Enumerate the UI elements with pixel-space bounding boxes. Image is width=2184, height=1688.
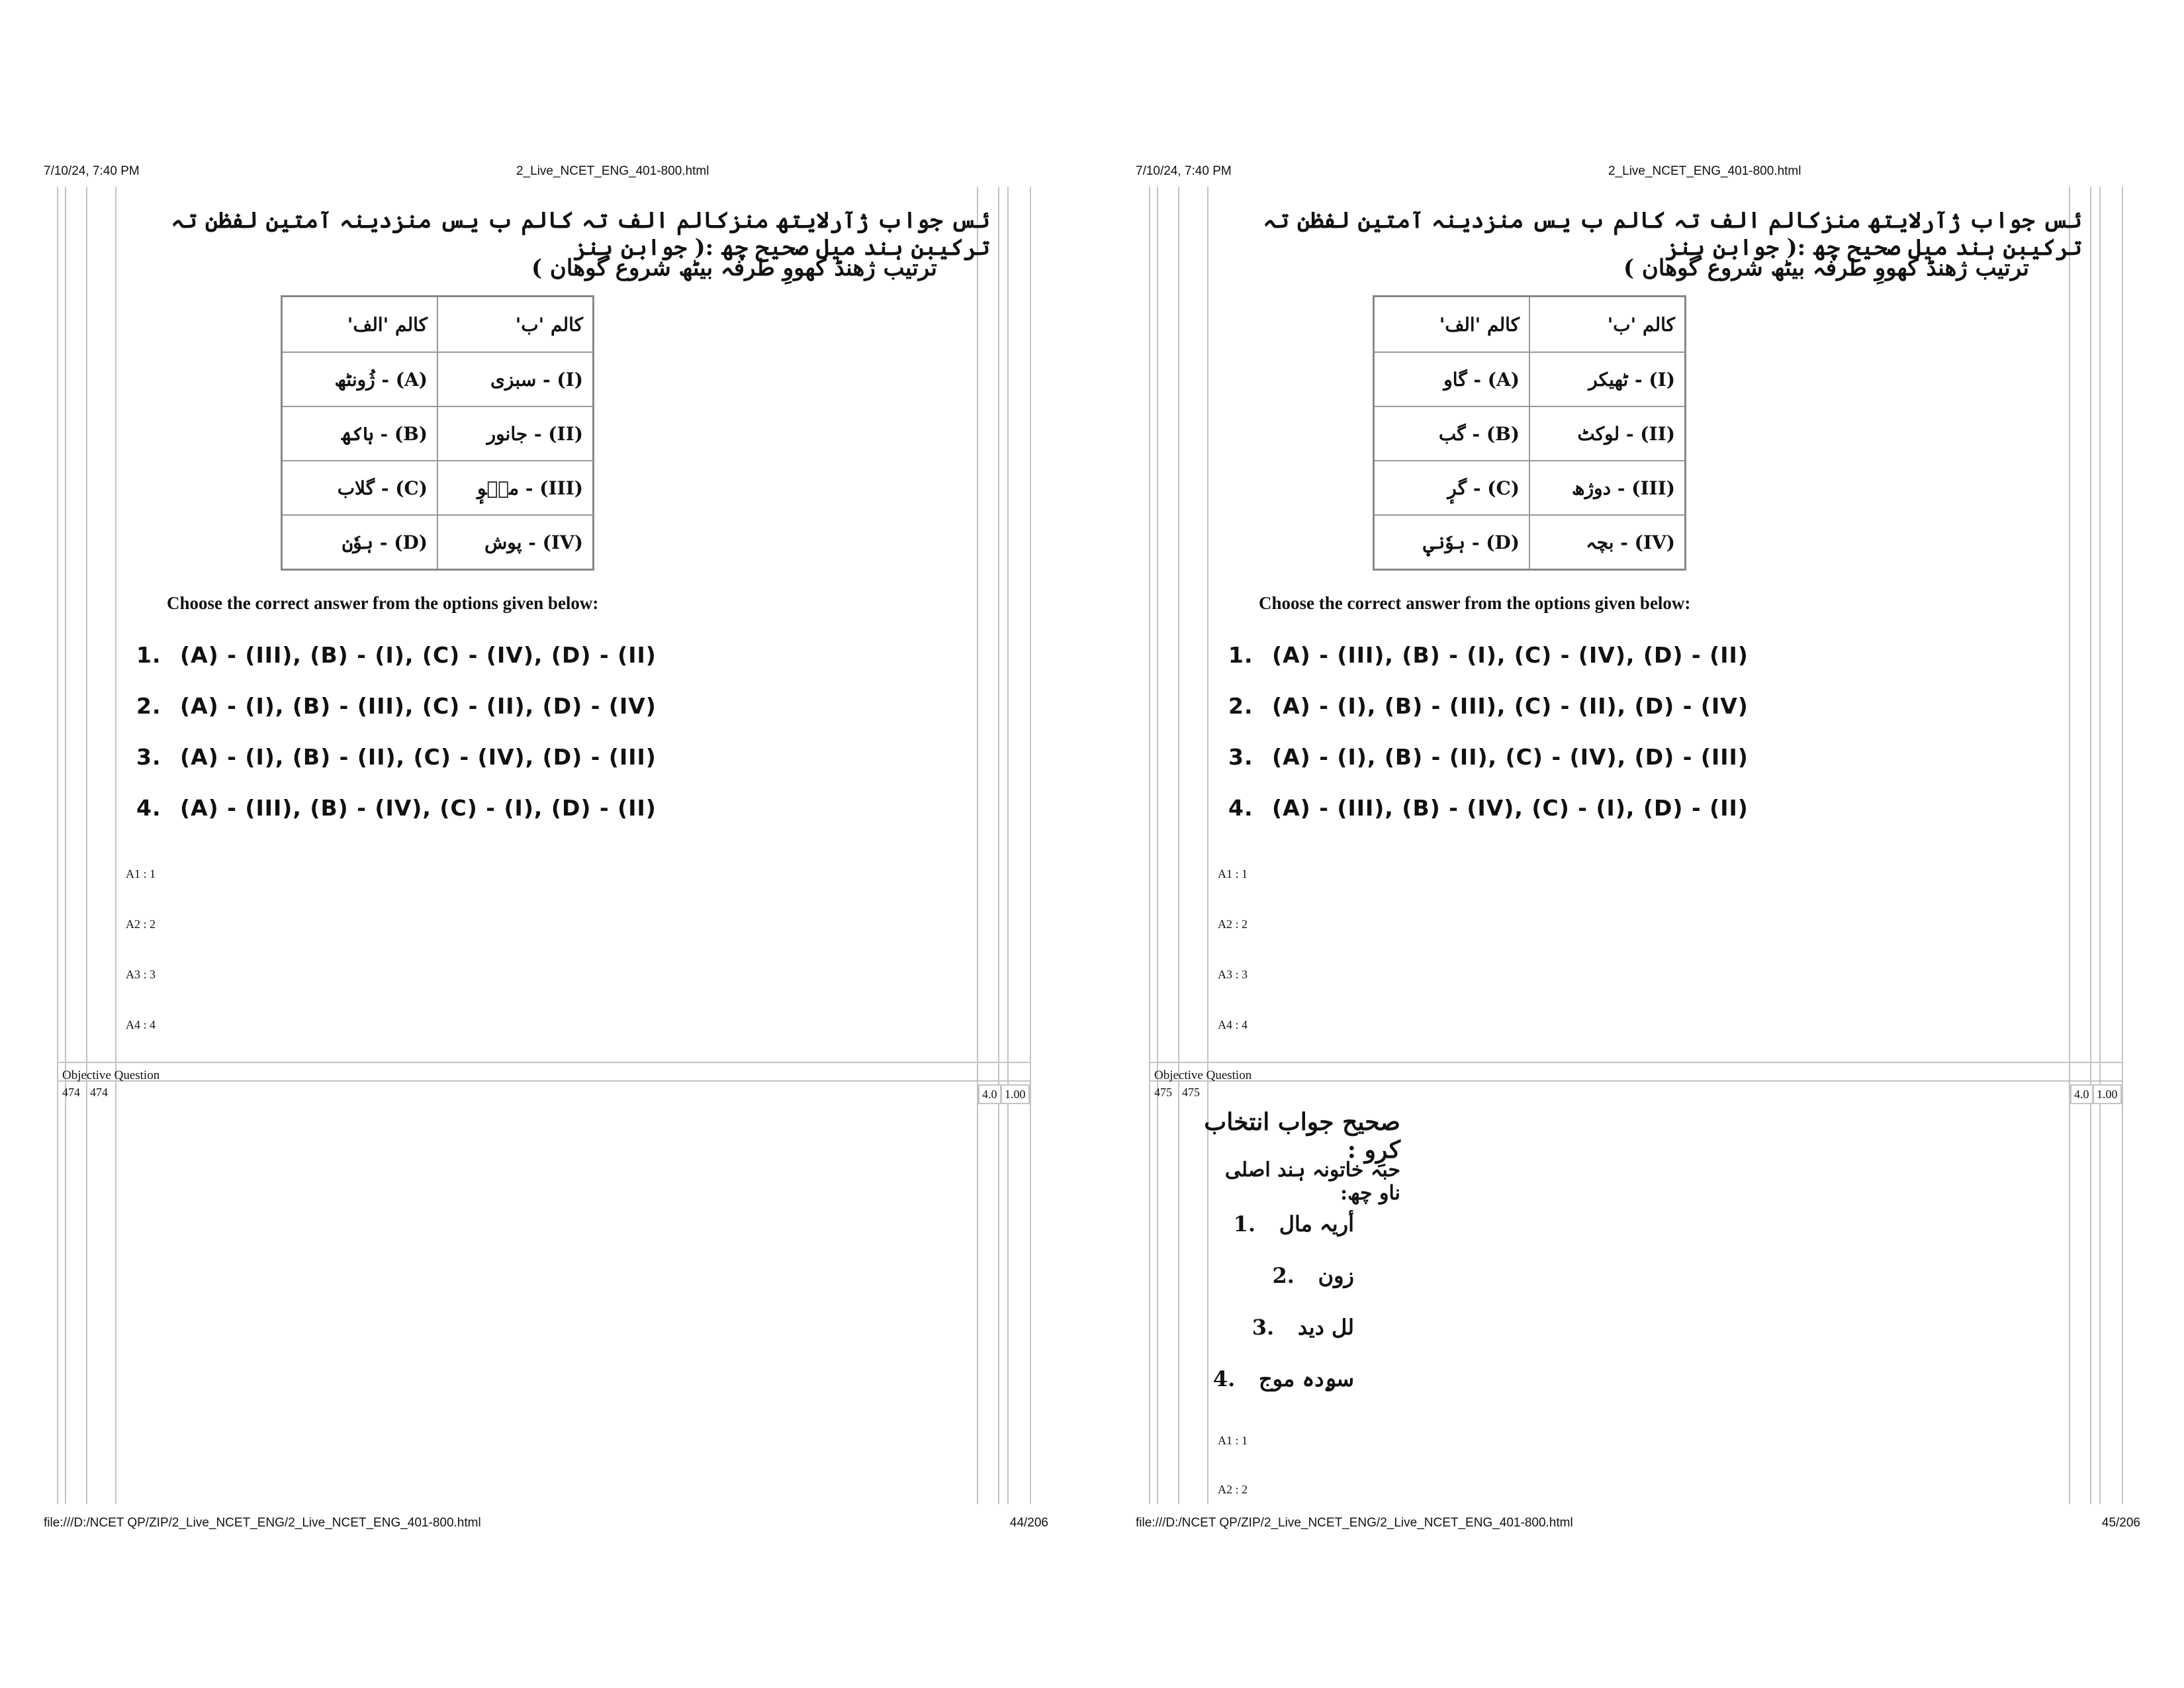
match-table: [281, 295, 594, 571]
option-1[interactable]: [1228, 642, 1749, 668]
answer-key-4: A4 : 4: [1218, 1018, 1248, 1031]
marks-cell: 4.0: [2070, 1084, 2093, 1104]
grid-line: [57, 187, 58, 1504]
footer-file-path: file:///D:/NCET QP/ZIP/2_Live_NCET_ENG/2_Live_NCET_ENG_401-800.html: [44, 1516, 481, 1530]
option-number: 1.: [1228, 642, 1253, 668]
grid-line: [57, 1080, 1031, 1082]
option-text: زون: [1318, 1263, 1354, 1288]
question-number: 475: [1154, 1086, 1172, 1099]
footer-file-path: file:///D:/NCET QP/ZIP/2_Live_NCET_ENG/2_Live_NCET_ENG_401-800.html: [1136, 1516, 1573, 1530]
column-b-header: کالم 'ب': [1529, 297, 1686, 353]
q475-option-2[interactable]: [1222, 1263, 1354, 1288]
q475-option-1[interactable]: [1222, 1211, 1354, 1237]
option-number: 2.: [1228, 693, 1253, 719]
grid-line: [1149, 1062, 2123, 1063]
column-b-cell: (I) - ٹھیکر: [1529, 352, 1686, 406]
q475-option-4[interactable]: [1212, 1366, 1354, 1391]
option-text: (A) - (III), (B) - (I), (C) - (IV), (D) - (II): [1272, 642, 1749, 668]
column-a-cell: (D) - ہوٗنؠ: [1374, 515, 1530, 570]
answer-key-2: A2 : 2: [1218, 917, 1248, 931]
printed-page-45: [1092, 0, 2184, 1688]
option-number: 4.: [136, 795, 161, 821]
option-3[interactable]: [1228, 744, 1749, 770]
marks-cell: 4.0: [978, 1084, 1001, 1104]
header-date: 7/10/24, 7:40 PM: [44, 164, 140, 178]
q475-prompt: حبہ خاتونہ ہند اصلی ناو چھ:: [1224, 1158, 1400, 1205]
column-a-cell: (A) - ژُونٹھ: [282, 352, 438, 406]
answer-key-1: A1 : 1: [1218, 1434, 1248, 1447]
option-number: 3.: [136, 744, 161, 770]
option-text: أریہ مال: [1279, 1211, 1354, 1237]
question-frame: [1149, 187, 2126, 1504]
grid-line: [65, 187, 66, 1504]
objective-question-label: Objective Question: [62, 1068, 160, 1082]
negative-marks-cell: 1.00: [1001, 1084, 1030, 1104]
table-row: [282, 406, 594, 461]
option-text: (A) - (I), (B) - (III), (C) - (II), (D) - (IV): [180, 693, 657, 719]
column-a-cell: (A) - گاو: [1374, 352, 1530, 406]
column-a-cell: (C) - گرٕ: [1374, 461, 1530, 515]
grid-line: [86, 187, 87, 1504]
grid-line: [1149, 1080, 2123, 1082]
column-b-cell: (IV) - بچہ: [1529, 515, 1686, 570]
grid-line: [1178, 187, 1179, 1504]
table-row: [282, 515, 594, 570]
option-3[interactable]: [136, 744, 657, 770]
column-b-cell: (II) - جانور: [437, 406, 594, 461]
grid-line: [115, 187, 116, 1504]
q475-option-3[interactable]: [1222, 1315, 1354, 1340]
answer-key-2: A2 : 2: [1218, 1483, 1248, 1496]
answer-key-3: A3 : 3: [1218, 968, 1248, 981]
option-number: 2.: [1272, 1263, 1295, 1288]
answer-key-3: A3 : 3: [126, 968, 156, 981]
column-b-cell: (III) - میٛوٕ: [437, 461, 594, 515]
option-text: (A) - (III), (B) - (I), (C) - (IV), (D) - (II): [180, 642, 657, 668]
negative-marks-cell: 1.00: [2093, 1084, 2122, 1104]
question-id: 474: [90, 1086, 108, 1099]
table-row: [1374, 352, 1686, 406]
instruction-text: Choose the correct answer from the options given below:: [167, 593, 599, 613]
question-text-line-1: ئس جواب ژآرلایتھ منزکالم الف تہ کالم ب یس منزدینہ آمتین لفظن تہ ترکیبن ہند میل صحیح چھ :( جوابن ہنز: [1263, 207, 2082, 261]
grid-line: [2090, 187, 2091, 1504]
question-frame: [57, 187, 1034, 1504]
instruction-text: Choose the correct answer from the options given below:: [1259, 593, 1691, 613]
option-text: (A) - (I), (B) - (II), (C) - (IV), (D) - (III): [1272, 744, 1749, 770]
column-a-header: کالم 'الف': [282, 297, 438, 353]
match-table-header-row: [282, 297, 594, 353]
column-b-cell: (III) - دوژھ: [1529, 461, 1686, 515]
column-b-header: کالم 'ب': [437, 297, 594, 353]
column-b-cell: (IV) - پوش: [437, 515, 594, 570]
option-number: 4.: [1228, 795, 1253, 821]
table-row: [1374, 406, 1686, 461]
option-number: 2.: [136, 693, 161, 719]
table-row: [1374, 515, 1686, 570]
option-text: لل دید: [1297, 1315, 1354, 1340]
q475-heading: صحیح جواب انتخاب کرِو :: [1204, 1108, 1400, 1164]
answer-key-1: A1 : 1: [126, 867, 156, 880]
grid-line: [1207, 187, 1208, 1504]
table-row: [1374, 461, 1686, 515]
grid-line: [1149, 187, 1150, 1504]
question-id: 475: [1182, 1086, 1200, 1099]
option-text: (A) - (I), (B) - (III), (C) - (II), (D) - (IV): [1272, 693, 1749, 719]
grid-line: [2122, 187, 2123, 1504]
column-a-cell: (D) - ہوٗن: [282, 515, 438, 570]
table-row: [282, 352, 594, 406]
header-date: 7/10/24, 7:40 PM: [1136, 164, 1232, 178]
match-table-header-row: [1374, 297, 1686, 353]
grid-line: [977, 187, 978, 1504]
header-title: 2_Live_NCET_ENG_401-800.html: [1608, 164, 1801, 178]
option-number: 3.: [1228, 744, 1253, 770]
option-1[interactable]: [136, 642, 657, 668]
grid-line: [1157, 187, 1158, 1504]
grid-line: [57, 1062, 1031, 1063]
header-title: 2_Live_NCET_ENG_401-800.html: [516, 164, 709, 178]
option-text: سۄدہ موج: [1258, 1366, 1354, 1391]
option-text: (A) - (III), (B) - (IV), (C) - (I), (D) - (II): [1272, 795, 1749, 821]
footer-page-number: 45/206: [2101, 1516, 2140, 1530]
table-row: [282, 461, 594, 515]
option-number: 1.: [1233, 1211, 1255, 1237]
option-number: 4.: [1212, 1366, 1236, 1391]
option-2[interactable]: [136, 693, 657, 719]
match-table: [1373, 295, 1686, 571]
question-number: 474: [62, 1086, 80, 1099]
column-b-cell: (I) - سبزی: [437, 352, 594, 406]
option-text: (A) - (III), (B) - (IV), (C) - (I), (D) - (II): [180, 795, 657, 821]
footer-page-number: 44/206: [1009, 1516, 1048, 1530]
option-4[interactable]: [1228, 795, 1749, 821]
grid-line: [1007, 187, 1009, 1504]
option-2[interactable]: [1228, 693, 1749, 719]
column-a-cell: (B) - گب: [1374, 406, 1530, 461]
column-a-header: کالم 'الف': [1374, 297, 1530, 353]
grid-line: [2069, 187, 2070, 1504]
grid-line: [1030, 187, 1031, 1504]
grid-line: [2099, 187, 2101, 1504]
answer-key-2: A2 : 2: [126, 917, 156, 931]
question-text-line-2: ترتیب ژھنڈ کھووِ طرفہ بیٹھ شروع گوھان ): [531, 255, 937, 281]
option-number: 3.: [1251, 1315, 1275, 1340]
question-text-line-1: ئس جواب ژآرلایتھ منزکالم الف تہ کالم ب یس منزدینہ آمتین لفظن تہ ترکیبن ہند میل صحیح چھ :( جوابن ہنز: [171, 207, 990, 261]
option-text: (A) - (I), (B) - (II), (C) - (IV), (D) - (III): [180, 744, 657, 770]
column-a-cell: (B) - ہاکھ: [282, 406, 438, 461]
column-b-cell: (II) - لوکٹ: [1529, 406, 1686, 461]
grid-line: [998, 187, 999, 1504]
answer-key-4: A4 : 4: [126, 1018, 156, 1031]
answer-key-1: A1 : 1: [1218, 867, 1248, 880]
objective-question-label: Objective Question: [1154, 1068, 1252, 1082]
question-text-line-2: ترتیب ژھنڈ کھووِ طرفہ بیٹھ شروع گوھان ): [1623, 255, 2029, 281]
option-4[interactable]: [136, 795, 657, 821]
column-a-cell: (C) - گلاب: [282, 461, 438, 515]
option-number: 1.: [136, 642, 161, 668]
